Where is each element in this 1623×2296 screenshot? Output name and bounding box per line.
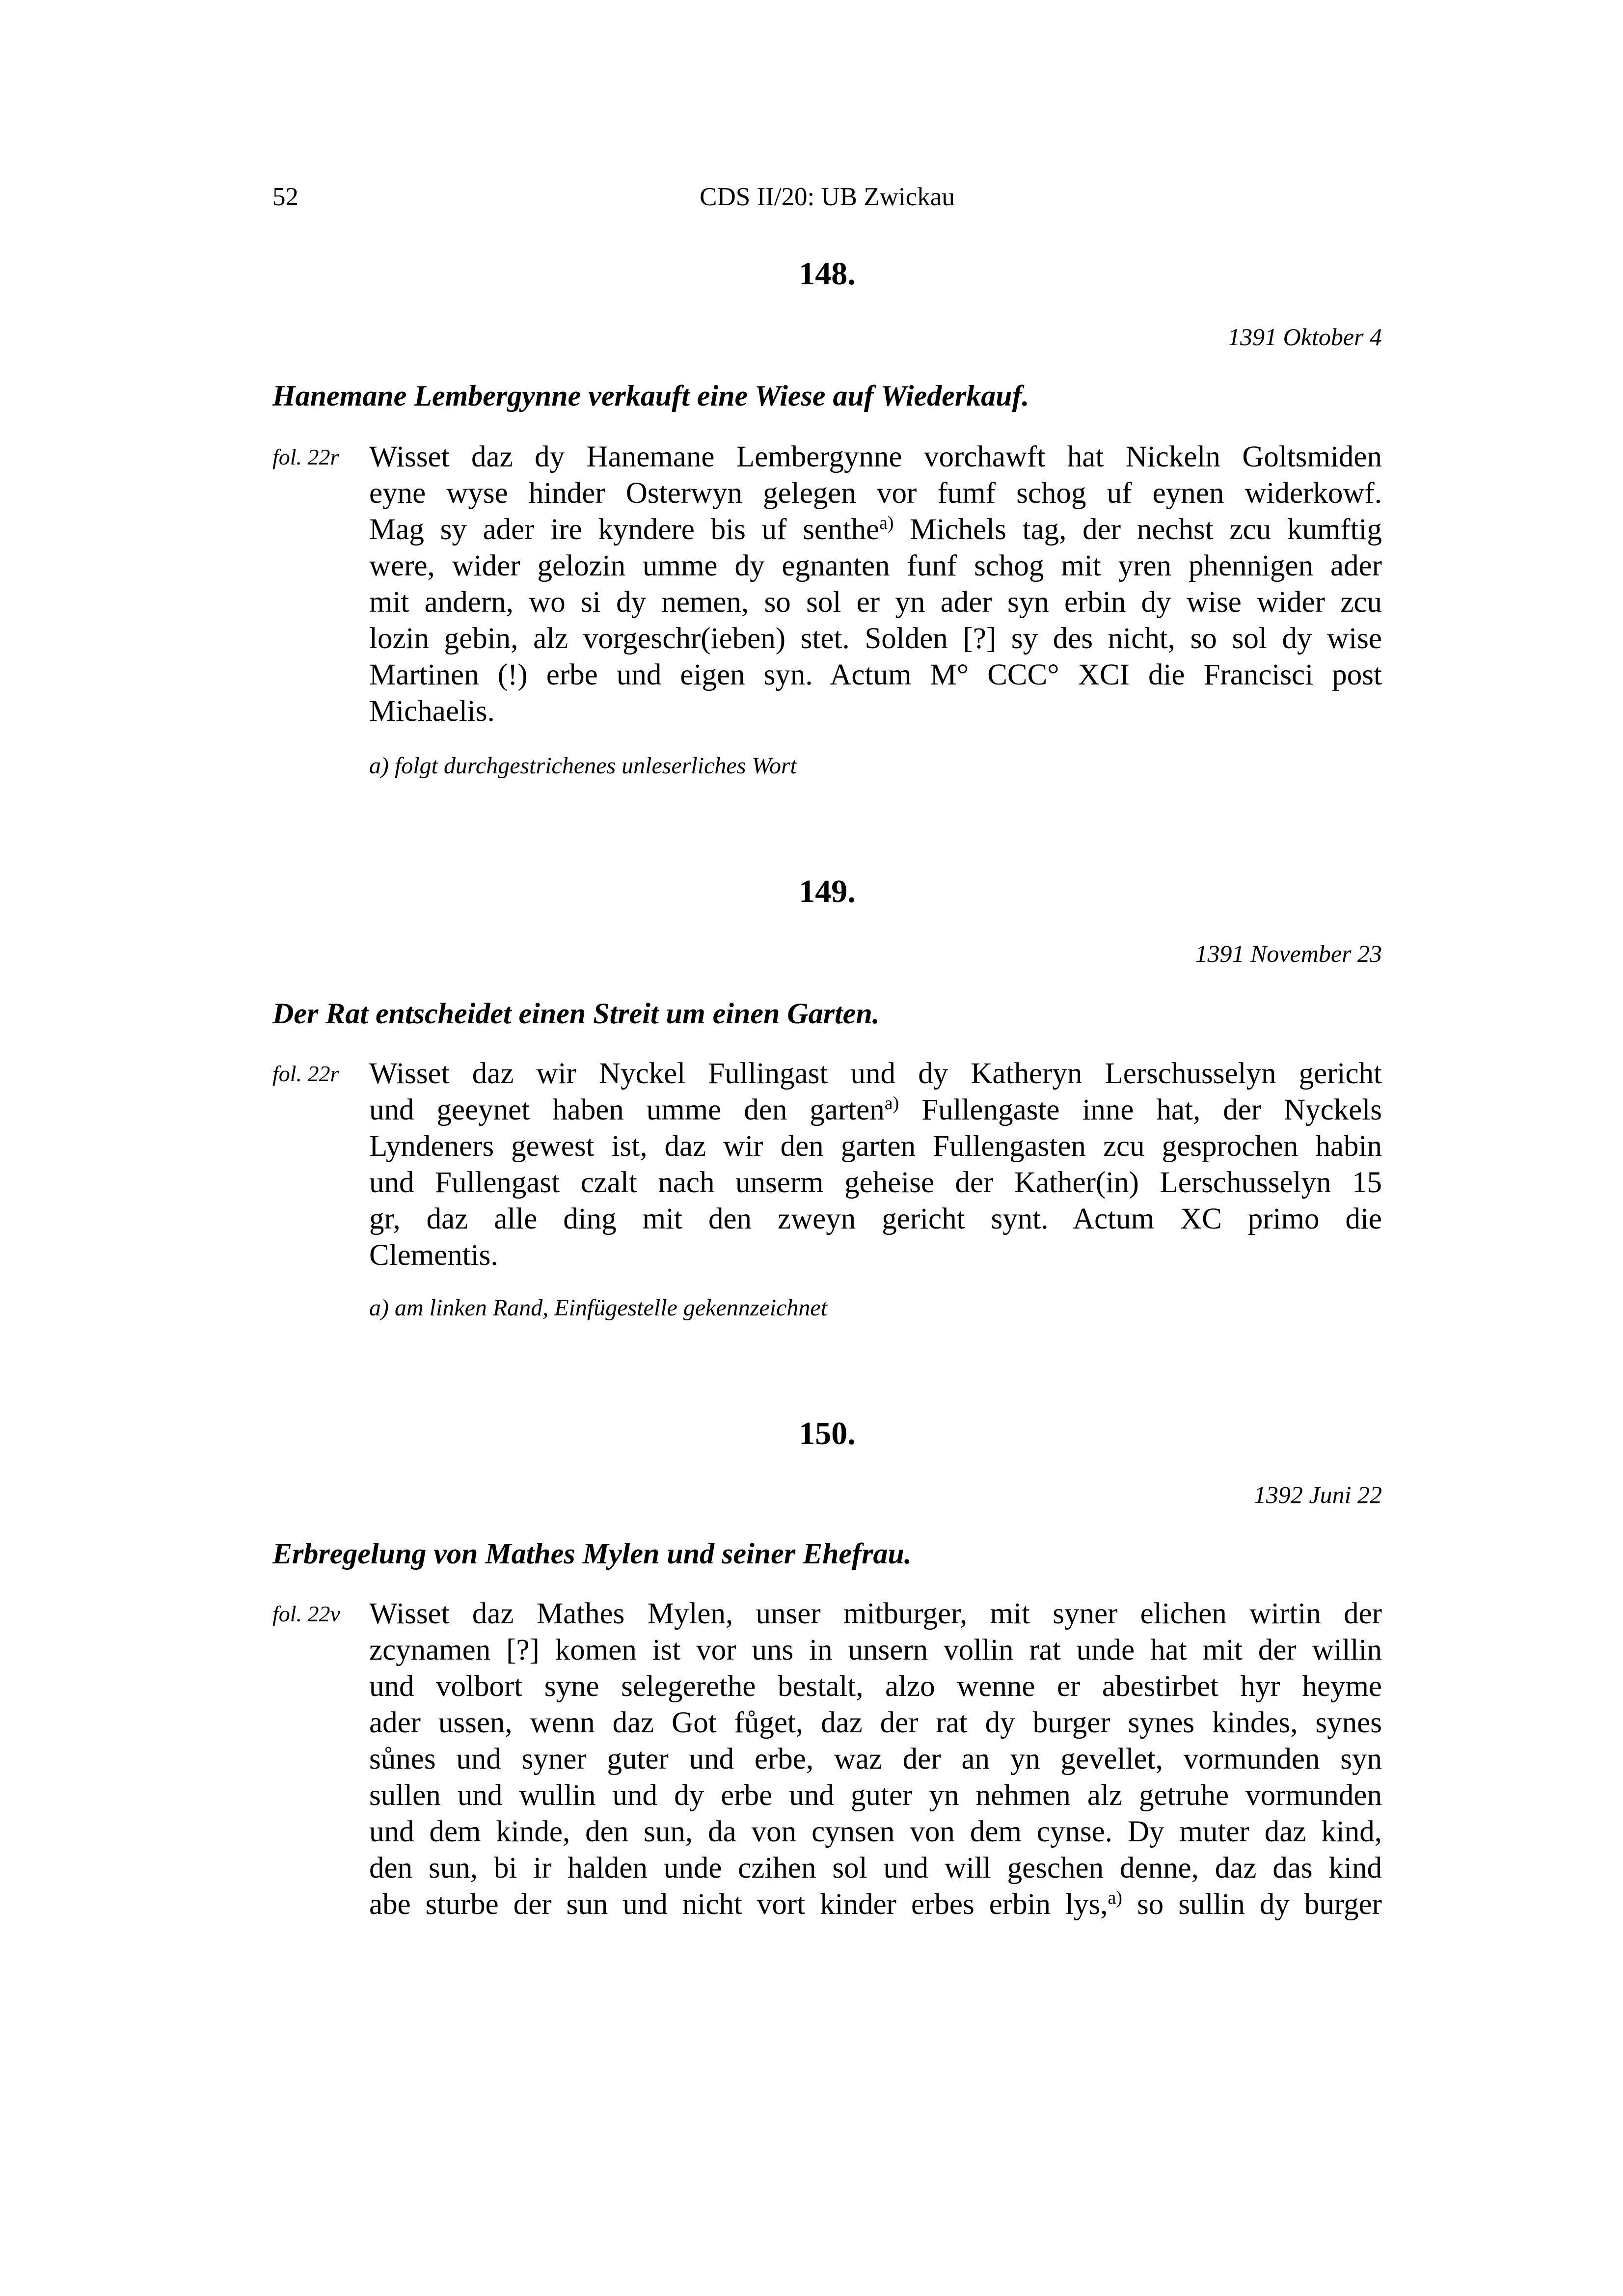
text-line: zcynamen [?] komen ist vor uns in unsern vollin rat unde hat mit der willin — [369, 1634, 1382, 1667]
text-line: Mag sy ader ire kyndere bis uf senthe$^{a)}$ Michels tag, der nechst zcu kumftig — [369, 513, 1382, 546]
entry-date: 1392 Juni 22 — [1253, 1481, 1382, 1508]
entry-regest: Erbregelung von Mathes Mylen und seiner Ehefrau. — [272, 1537, 912, 1570]
entry-number: 148. — [799, 256, 856, 292]
text-line: und volbort syne selegerethe bestalt, alzo wenne er abestirbet hyr heyme — [369, 1670, 1382, 1703]
footnote-marker: a) — [1108, 1887, 1123, 1909]
footnote: a) am linken Rand, Einfügestelle gekennzeichnet — [369, 1295, 828, 1321]
running-head — [272, 180, 1382, 214]
text-line: Michaelis. — [369, 695, 495, 728]
text-line: Clementis. — [369, 1239, 498, 1272]
text-line: Wisset daz Mathes Mylen, unser mitburger, mit syner elichen wirtin der — [369, 1597, 1382, 1630]
folio-reference: fol. 22r — [272, 1061, 339, 1086]
text-line: lozin gebin, alz vorgeschr(ieben) stet. Solden [?] sy des nicht, so sol dy wise — [369, 622, 1382, 655]
entry-text — [369, 439, 1382, 766]
entry-text — [369, 1596, 1382, 1923]
text-line: eyne wyse hinder Osterwyn gelegen vor fumf schog uf eynen widerkowf. — [369, 477, 1382, 510]
entry-number: 149. — [799, 874, 856, 909]
footnote-marker: a) — [879, 513, 894, 534]
text-line: were, wider gelozin umme dy egnanten funf schog mit yren phennigen ader — [369, 549, 1382, 582]
running-title: CDS II/20: UB Zwickau — [700, 183, 955, 211]
text-line: und dem kinde, den sun, da von cynsen von dem cynse. Dy muter daz kind, — [369, 1815, 1382, 1848]
text-line: mit andern, wo si dy nemen, so sol er yn ader syn erbin dy wise wider zcu — [369, 586, 1382, 619]
entry-date: 1391 Oktober 4 — [1228, 323, 1382, 351]
text-line: Wisset daz dy Hanemane Lembergynne vorchawft hat Nickeln Goltsmiden — [369, 440, 1382, 473]
entry-date: 1391 November 23 — [1195, 940, 1382, 967]
text-line: den sun, bi ir halden unde czihen sol und will geschen denne, daz das kind — [369, 1852, 1382, 1885]
text-line: sullen und wullin und dy erbe und guter yn nehmen alz getruhe vormunden — [369, 1779, 1382, 1812]
text-line: Wisset daz wir Nyckel Fullingast und dy Katheryn Lerschusselyn gericht — [369, 1057, 1382, 1090]
entry-number: 150. — [799, 1416, 856, 1451]
text-line: abe sturbe der sun und nicht vort kinder erbes erbin lys,$^{a)}$ so sullin dy burger — [369, 1887, 1382, 1921]
page-number: 52 — [272, 183, 298, 211]
folio-reference: fol. 22r — [272, 444, 339, 469]
footnote-marker: a) — [884, 1093, 899, 1114]
text-line: Lyndeners gewest ist, daz wir den garten Fullengasten zcu gesprochen habin — [369, 1130, 1382, 1163]
entry-regest: Der Rat entscheidet einen Streit um einen Garten. — [272, 997, 880, 1030]
entry-text — [369, 1056, 1382, 1274]
footnote: a) folgt durchgestrichenes unleserliches Wort — [369, 753, 797, 779]
text-line: und geeynet haben umme den garten$^{a)}$ Fullengaste inne hat, der Nyckels — [369, 1093, 1382, 1126]
folio-reference: fol. 22v — [272, 1601, 340, 1626]
entry-regest: Hanemane Lembergynne verkauft eine Wiese auf Wiederkauf. — [272, 380, 1029, 412]
text-line: gr, daz alle ding mit den zweyn gericht synt. Actum XC primo die — [369, 1203, 1382, 1235]
text-line: ader ussen, wenn daz Got fůget, daz der rat dy burger synes kindes, synes — [369, 1706, 1382, 1739]
text-line: sůnes und syner guter und erbe, waz der an yn gevellet, vormunden syn — [369, 1743, 1382, 1776]
text-line: und Fullengast czalt nach unserm geheise der Kather(in) Lerschusselyn 15 — [369, 1166, 1382, 1199]
text-line: Martinen (!) erbe und eigen syn. Actum M° CCC° XCI die Francisci post — [369, 658, 1382, 691]
